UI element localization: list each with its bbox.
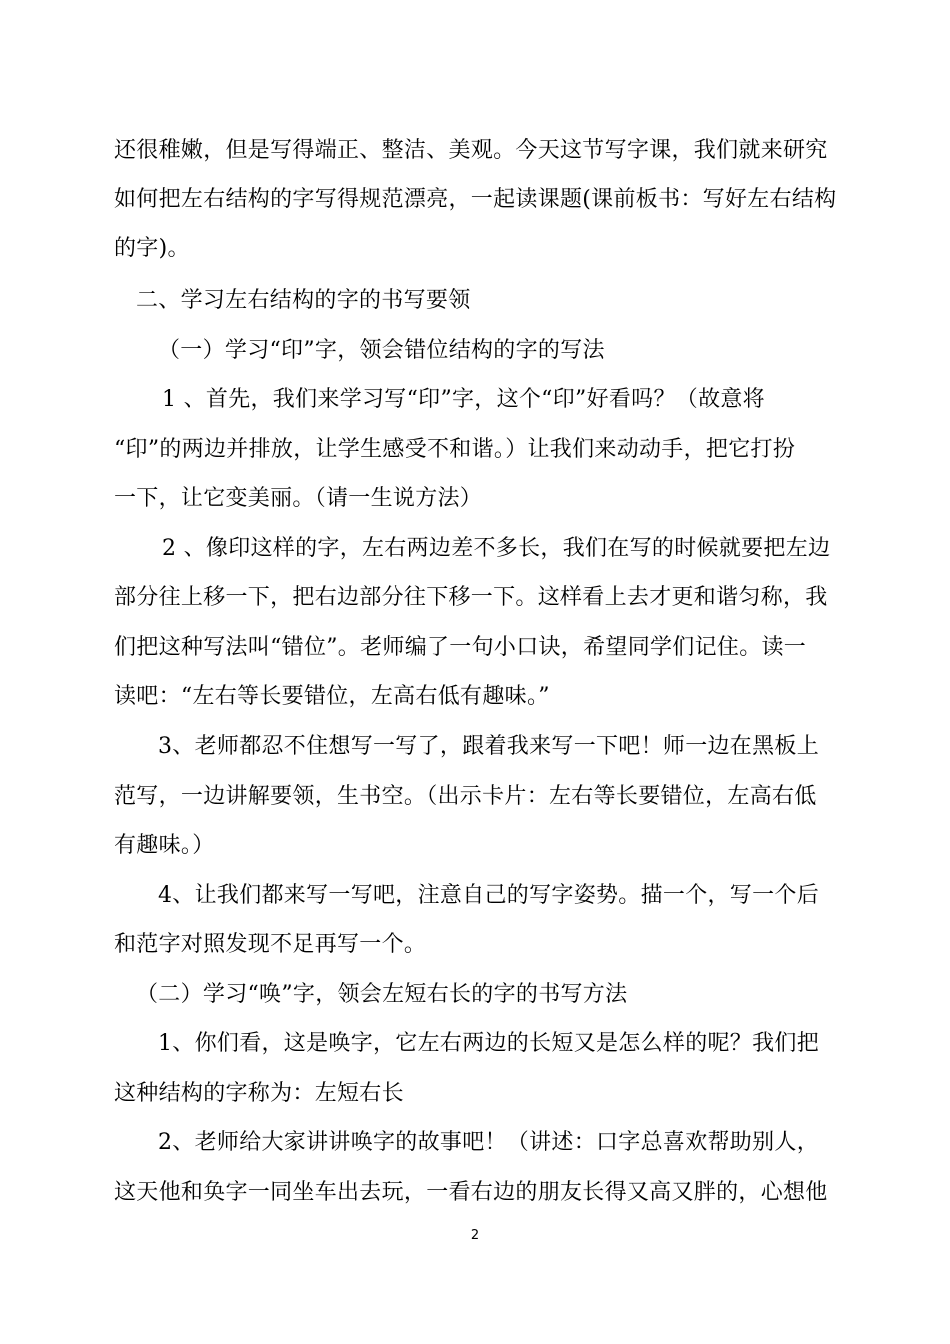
- text-line: 1、你们看，这是唤字，它左右两边的长短又是怎么样的呢？我们把: [158, 1031, 819, 1056]
- text-line: 这种结构的字称为：左短右长: [114, 1081, 404, 1106]
- text-line: 2 、像印这样的字，左右两边差不多长，我们在写的时候就要把左边: [162, 536, 831, 561]
- text-line: 3、老师都忍不住想写一写了，跟着我来写一下吧！师一边在黑板上: [158, 734, 819, 759]
- text-line: 有趣味。）: [114, 833, 215, 858]
- text-line: 们把这种写法叫“错位”。老师编了一句小口诀，希望同学们记住。读一: [114, 635, 807, 660]
- text-line: 读吧：“左右等长要错位，左高右低有趣味。”: [114, 684, 550, 709]
- text-line: 还很稚嫩，但是写得端正、整洁、美观。今天这节写字课，我们就来研究: [114, 138, 828, 163]
- text-line: 如何把左右结构的字写得规范漂亮，一起读课题(课前板书：写好左右结构: [114, 187, 837, 212]
- page-number: 2: [470, 1228, 480, 1243]
- subsection-heading: （二）学习“唤”字，领会左短右长的字的书写方法: [136, 982, 628, 1007]
- text-line: 这天他和奂字一同坐车出去玩，一看右边的朋友长得又高又胖的，心想他: [114, 1180, 828, 1205]
- text-line: 一下，让它变美丽。（请一生说方法）: [114, 486, 483, 511]
- text-line: 部分往上移一下，把右边部分往下移一下。这样看上去才更和谐匀称，我: [114, 585, 828, 610]
- text-line: 1 、首先，我们来学习写“印”字，这个“印”好看吗？（故意将: [162, 387, 765, 412]
- text-line: 范写，一边讲解要领，生书空。（出示卡片：左右等长要错位，左高右低: [114, 784, 817, 809]
- text-line: 4、让我们都来写一写吧，注意自己的写字姿势。描一个，写一个后: [158, 883, 819, 908]
- text-line: “印”的两边并排放，让学生感受不和谐。）让我们来动动手，把它打扮: [114, 437, 796, 462]
- subsection-heading: （一）学习“印”字，领会错位结构的字的写法: [158, 338, 605, 363]
- text-line: 和范字对照发现不足再写一个。: [114, 932, 427, 957]
- section-heading: 二、学习左右结构的字的书写要领: [136, 288, 471, 313]
- text-line: 2、老师给大家讲讲唤字的故事吧！（讲述：口字总喜欢帮助别人，: [158, 1130, 819, 1155]
- text-line: 的字)。: [114, 236, 190, 261]
